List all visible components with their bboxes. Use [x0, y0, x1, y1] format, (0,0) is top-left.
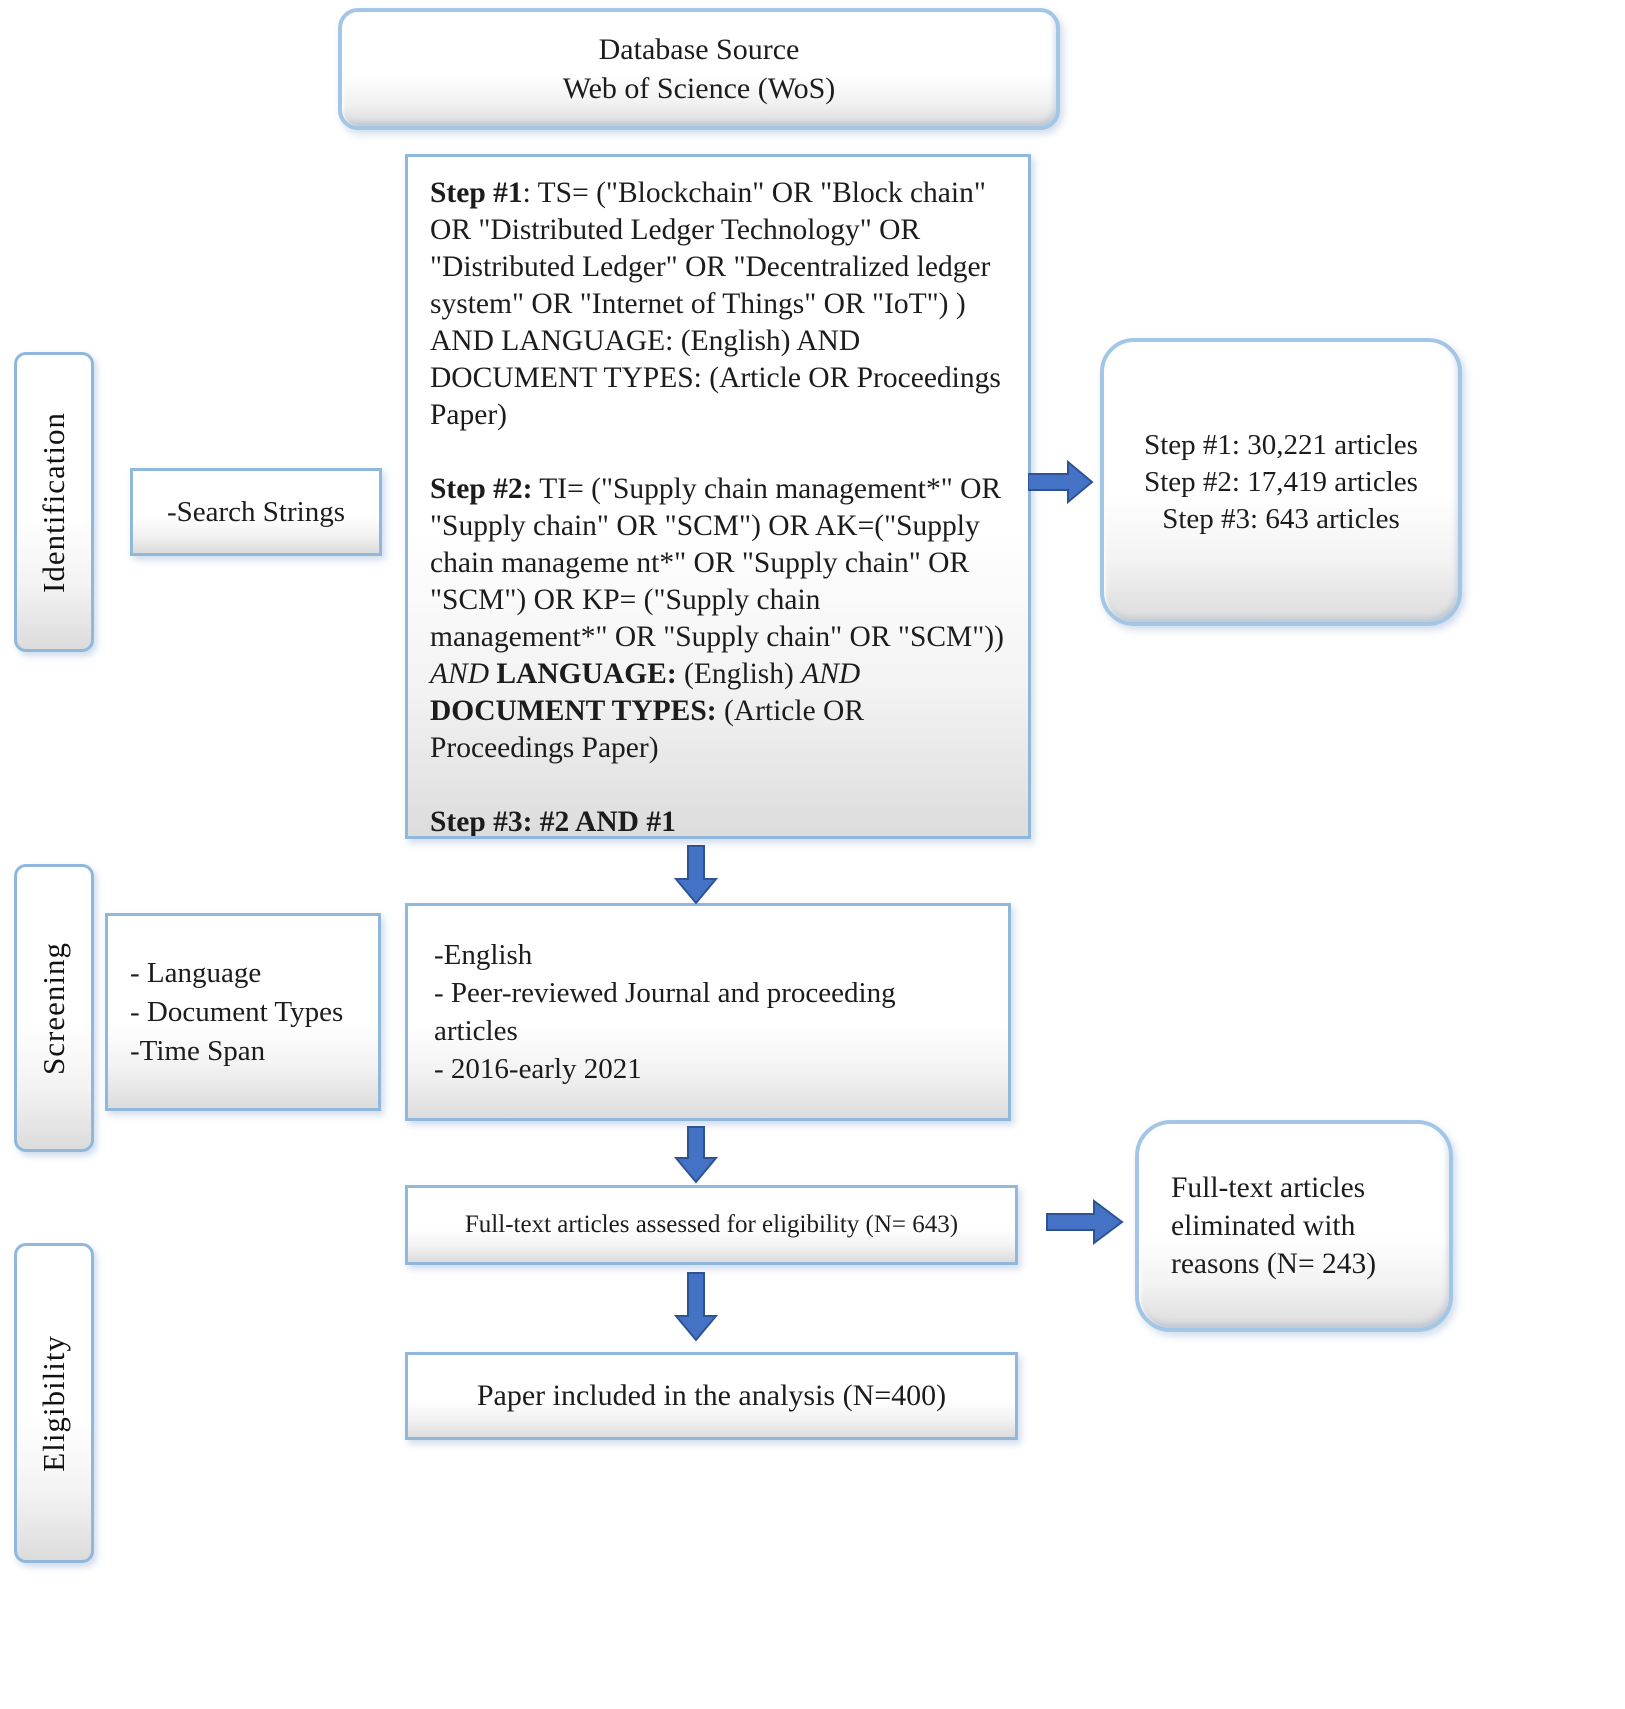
fulltext-assessed-text: Full-text articles assessed for eligibility (N= 643)	[464, 1211, 959, 1238]
fulltext-eliminated-text: Full-text articles eliminated with reasons (N= 243)	[1171, 1172, 1377, 1280]
results-line-step3: Step #3: 643 articles	[1162, 502, 1400, 535]
arrow-screening-to-eligibility	[673, 1126, 719, 1184]
step2-and-1: AND	[430, 658, 497, 690]
step2-body-3: (Article OR Proceedings Paper)	[430, 695, 865, 764]
results-line-step1: Step #1: 30,221 articles	[1144, 428, 1418, 461]
results-line-step2: Step #2: 17,419 articles	[1144, 465, 1418, 498]
stage-label-identification	[14, 352, 94, 652]
arrow-search-to-results	[1028, 459, 1094, 505]
detail-english: -English	[434, 939, 533, 971]
arrow-identification-to-screening	[673, 845, 719, 905]
database-source-line1: Database Source	[598, 33, 800, 66]
paper-included-box	[405, 1352, 1018, 1440]
arrow-assessed-to-eliminated	[1046, 1198, 1124, 1246]
search-steps-box	[405, 154, 1031, 839]
step2-body-2: (English)	[684, 658, 802, 690]
paper-included-text: Paper included in the analysis (N=400)	[476, 1379, 947, 1412]
step3-label: Step #3: #2 AND #1	[430, 806, 676, 838]
step1-paragraph	[430, 175, 1004, 434]
detail-peer-reviewed: - Peer-reviewed Journal and proceeding articles	[434, 977, 896, 1047]
step2-paragraph	[430, 471, 1004, 767]
fulltext-assessed-box	[405, 1185, 1018, 1265]
identification-results-box	[1100, 338, 1462, 626]
screening-criteria-box	[105, 913, 381, 1111]
screening-detail-box	[405, 903, 1011, 1121]
stage-label-eligibility-text: Eligibility	[36, 1334, 71, 1472]
step2-body-1: TI= ("Supply chain management*" OR "Supply chain" OR "SCM") OR AK=("Supply chain manageme nt*" OR "Supply chain" OR "SCM") OR KP= ("Supply chain management*" OR "Supply chain" OR "SCM"))	[430, 473, 1004, 653]
stage-label-identification-text: Identification	[36, 411, 71, 593]
database-source-line2: Web of Science (WoS)	[562, 72, 836, 105]
criteria-language: - Language	[130, 956, 262, 989]
criteria-time-span: -Time Span	[130, 1034, 266, 1067]
step2-label: Step #2:	[430, 473, 533, 505]
step2-and-2: AND	[801, 658, 861, 690]
arrow-assessed-to-included	[673, 1272, 719, 1342]
step3-paragraph	[430, 804, 1004, 839]
stage-label-screening-text: Screening	[36, 941, 71, 1075]
stage-label-eligibility	[14, 1243, 94, 1563]
step1-body: : TS= ("Blockchain" OR "Block chain" OR "Distributed Ledger Technology" OR "Distributed Ledger" OR "Decentralized ledger system" OR "Internet of Things" OR "IoT") ) AND LANGUAGE: (English) AND DOCUMENT TYPES: (Article OR Proceedings Paper)	[430, 177, 1001, 431]
fulltext-eliminated-box	[1135, 1120, 1453, 1332]
search-strings-label-box	[130, 468, 382, 556]
step1-label: Step #1	[430, 177, 523, 209]
search-strings-label: -Search Strings	[167, 495, 345, 528]
criteria-document-types: - Document Types	[130, 995, 344, 1028]
step2-doctypes-label: DOCUMENT TYPES:	[430, 695, 724, 727]
database-source-box	[338, 8, 1060, 130]
step2-language-label: LANGUAGE:	[496, 658, 685, 690]
detail-timespan: - 2016-early 2021	[434, 1053, 642, 1085]
stage-label-screening	[14, 864, 94, 1152]
